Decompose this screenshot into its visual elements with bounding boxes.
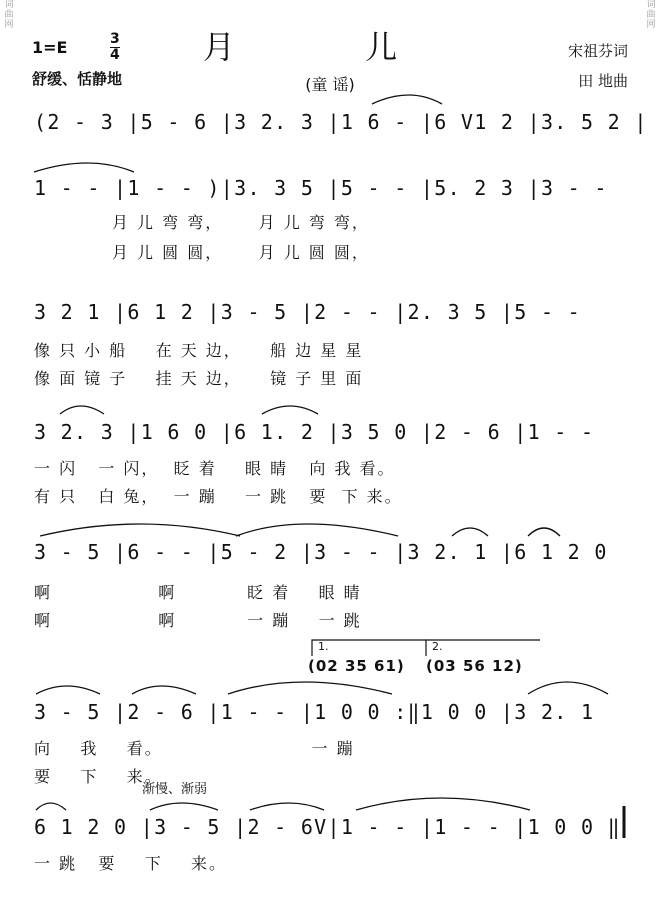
- notation-line: 3 - 5 |6 - - |5 - 2 |3 - - |3 2. 1 |6 1 2 0: [34, 540, 622, 564]
- notation-line: 1 - - |1 - - )|3. 3 5 |5 - - |5. 2 3 |3 - -: [34, 176, 622, 200]
- notation-line: (2 - 3 |5 - 6 |3 2. 3 |1 6 - |6 V1 2 |3. 5 2 |: [34, 110, 648, 134]
- notation-line: 3 - 5 |2 - 6 |1 - - |1 0 0 :‖1 0 0 |3 2. 1: [34, 700, 608, 724]
- lyric-line-1: 一 跳 要 下 来。: [34, 854, 228, 873]
- key-signature: 1=E: [32, 38, 68, 57]
- lyric-line-2: 月 儿 圆 圆， 月 儿 圆 圆，: [34, 243, 370, 262]
- volta-second: 2.: [432, 640, 443, 653]
- notation-line: 3 2. 3 |1 6 0 |6 1. 2 |3 5 0 |2 - 6 |1 - -: [34, 420, 608, 444]
- watermark-left: 词 曲 网: [4, 0, 14, 30]
- volta-first-notes: (02 35 61): [308, 657, 405, 675]
- composer-credit: 田 地曲: [578, 72, 628, 90]
- tempo-marking: 舒缓、恬静地: [32, 70, 123, 88]
- lyric-line-2: 有 只 白 兔， 一 蹦 一 跳 要 下 来。: [34, 487, 403, 506]
- notation-line: 3 2 1 |6 1 2 |3 - 5 |2 - - |2. 3 5 |5 - -: [34, 300, 595, 324]
- lyric-line-1: 啊 啊 眨 着 眼 睛: [34, 583, 362, 602]
- lyric-line-2: 啊 啊 一 蹦 一 跳: [34, 611, 362, 630]
- lyricist-credit: 宋祖芬词: [567, 42, 628, 60]
- lyric-line-1: 像 只 小 船 在 天 边， 船 边 星 星: [34, 341, 364, 360]
- lyric-line-2: 像 面 镜 子 挂 天 边， 镜 子 里 面: [34, 369, 364, 388]
- time-signature: $\frac{3}{4}$: [110, 31, 120, 63]
- lyric-line-1: 向 我 看。 一 蹦: [34, 739, 355, 758]
- lyric-line-2: 要 下 来。: [34, 767, 163, 786]
- song-subtitle: (童 谣): [305, 75, 355, 94]
- notation-line: 6 1 2 0 |3 - 5 |2 - 6V|1 - - |1 - - |1 0 0 ‖: [34, 815, 622, 839]
- lyric-line-1: 一 闪 一 闪， 眨 着 眼 睛 向 我 看。: [34, 459, 396, 478]
- song-title: 月 儿: [202, 28, 458, 66]
- volta-first: 1.: [318, 640, 329, 653]
- dynamics-marking: 渐慢、渐弱: [142, 782, 208, 797]
- volta-second-notes: (03 56 12): [426, 657, 523, 675]
- lyric-line-1: 月 儿 弯 弯， 月 儿 弯 弯，: [34, 213, 370, 232]
- watermark-right: 词 曲 网: [646, 0, 656, 30]
